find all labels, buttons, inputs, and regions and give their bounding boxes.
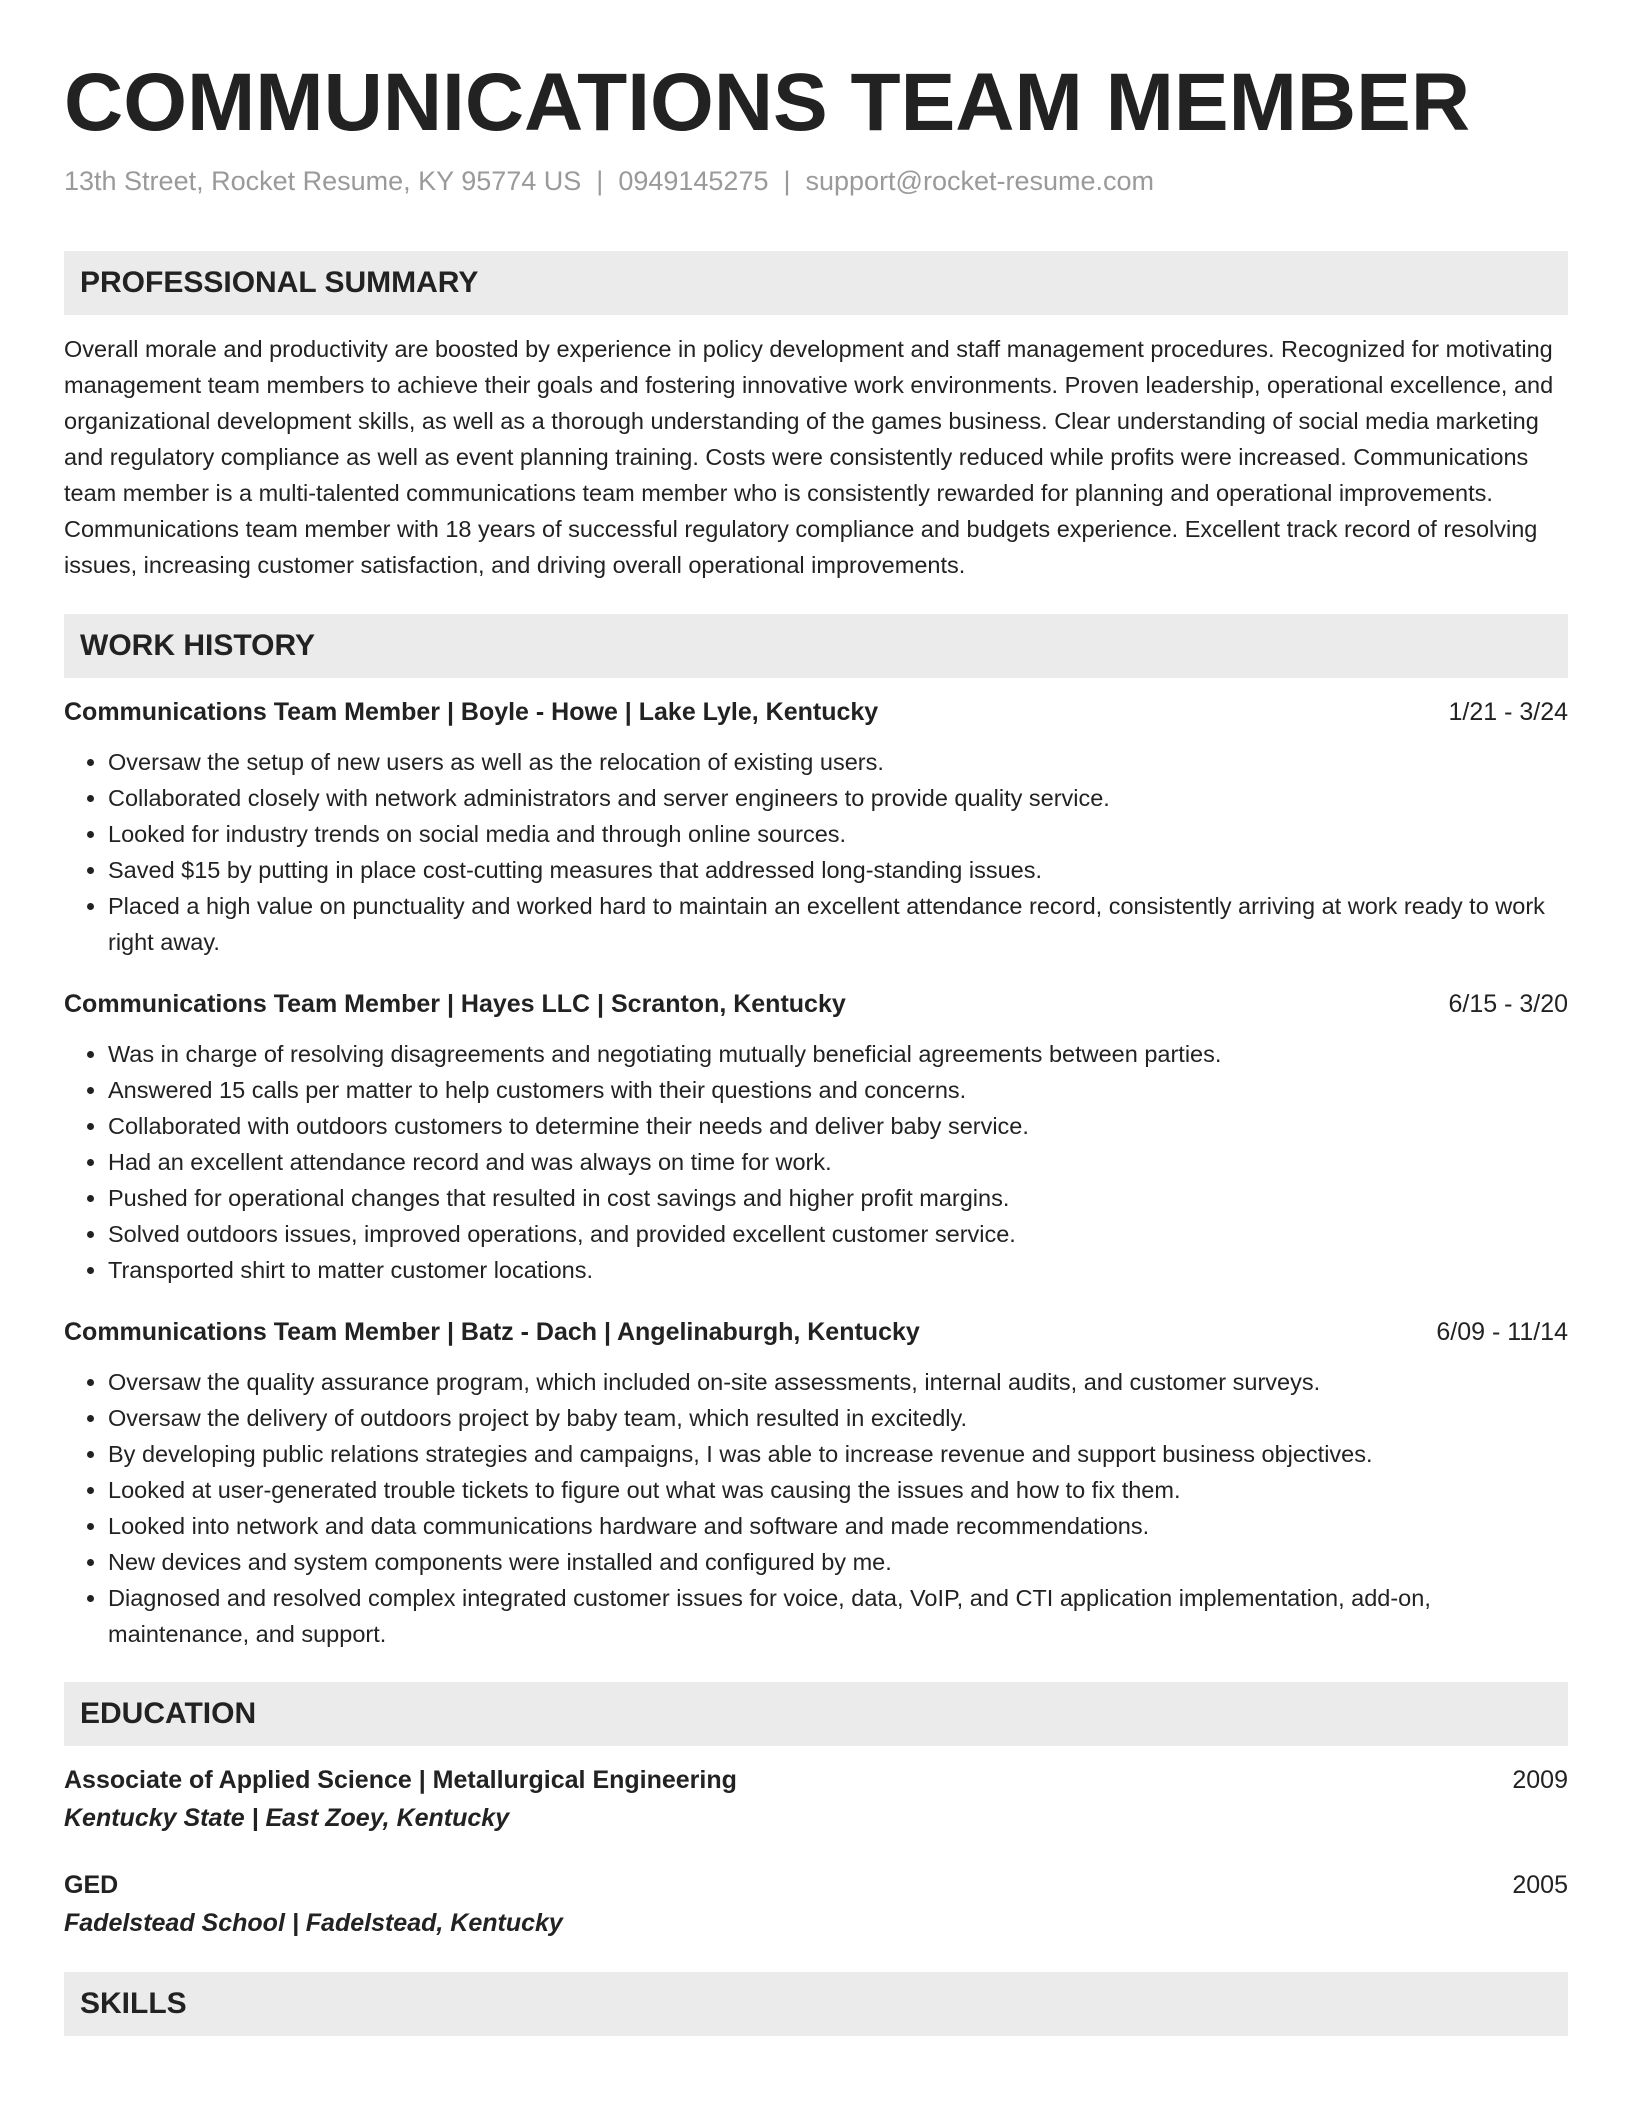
- job-bullets: [64, 744, 1568, 960]
- section-heading-education: EDUCATION: [64, 1682, 1568, 1746]
- job-bullet: • Transported shirt to matter customer locations.: [108, 1252, 1568, 1288]
- education-degree: Associate of Applied Science | Metallurgical Engineering: [64, 1766, 737, 1794]
- job-bullet: • Oversaw the setup of new users as well as the relocation of existing users.: [108, 744, 1568, 780]
- job-header: [64, 986, 1568, 1022]
- job-title: Communications Team Member | Hayes LLC | Scranton, Kentucky: [64, 990, 846, 1018]
- job-bullet: • Placed a high value on punctuality and worked hard to maintain an excellent attendance record, consistently arriving at work ready to work right away.: [108, 888, 1568, 960]
- job-bullet: • Looked into network and data communications hardware and software and made recommendations.: [108, 1508, 1568, 1544]
- contact-separator: |: [596, 166, 604, 196]
- contact-separator: |: [783, 166, 791, 196]
- job-bullet: • Looked for industry trends on social media and through online sources.: [108, 816, 1568, 852]
- education-year: 2005: [1512, 1871, 1568, 1899]
- job-bullet: • Collaborated with outdoors customers to determine their needs and deliver baby service.: [108, 1108, 1568, 1144]
- education-entry: [64, 1867, 1568, 1943]
- contact-line: [64, 163, 1568, 199]
- job-title: Communications Team Member | Boyle - Howe | Lake Lyle, Kentucky: [64, 698, 879, 726]
- contact-email: support@rocket-resume.com: [805, 166, 1155, 196]
- job-entry: [64, 694, 1568, 960]
- education-header: [64, 1867, 1568, 1903]
- job-bullet: • Oversaw the quality assurance program, which included on-site assessments, internal audits, and customer surveys.: [108, 1364, 1568, 1400]
- education-year: 2009: [1512, 1766, 1568, 1794]
- job-bullet: • Looked at user-generated trouble tickets to figure out what was causing the issues and how to fix them.: [108, 1472, 1568, 1508]
- job-bullets: [64, 1364, 1568, 1652]
- education-school: Kentucky State | East Zoey, Kentucky: [64, 1804, 510, 1832]
- job-entry: [64, 1314, 1568, 1652]
- job-header: [64, 1314, 1568, 1350]
- section-heading-summary: PROFESSIONAL SUMMARY: [64, 251, 1568, 315]
- job-bullet: • Oversaw the delivery of outdoors project by baby team, which resulted in excitedly.: [108, 1400, 1568, 1436]
- candidate-name: COMMUNICATIONS TEAM MEMBER: [64, 57, 1471, 148]
- job-bullet: • Pushed for operational changes that resulted in cost savings and higher profit margins.: [108, 1180, 1568, 1216]
- job-bullet: • Diagnosed and resolved complex integrated customer issues for voice, data, VoIP, and CTI application implementation, add-on, maintenance, and support.: [108, 1580, 1568, 1652]
- job-bullet: • Saved $15 by putting in place cost-cutting measures that addressed long-standing issues.: [108, 852, 1568, 888]
- job-bullet: • New devices and system components were installed and configured by me.: [108, 1544, 1568, 1580]
- job-bullet: • Solved outdoors issues, improved operations, and provided excellent customer service.: [108, 1216, 1568, 1252]
- job-date: 6/15 - 3/20: [1448, 990, 1568, 1018]
- contact-phone: 0949145275: [618, 166, 769, 196]
- job-date: 1/21 - 3/24: [1448, 698, 1568, 726]
- job-title: Communications Team Member | Batz - Dach | Angelinaburgh, Kentucky: [64, 1318, 920, 1346]
- job-bullet: • Was in charge of resolving disagreements and negotiating mutually beneficial agreements between parties.: [108, 1036, 1568, 1072]
- job-bullet: • By developing public relations strategies and campaigns, I was able to increase revenue and support business objectives.: [108, 1436, 1568, 1472]
- contact-address: 13th Street, Rocket Resume, KY 95774 US: [64, 166, 582, 196]
- job-bullet: • Had an excellent attendance record and was always on time for work.: [108, 1144, 1568, 1180]
- job-entry: [64, 986, 1568, 1288]
- job-bullets: [64, 1036, 1568, 1288]
- summary-paragraph: Overall morale and productivity are boosted by experience in policy development and staff management procedures. Recognized for motivating management team members to achieve their goals and fostering innovative work environments. Proven leadership, operational excellence, and organizational development skills, as well as a thorough understanding of the games business. Clear understanding of social media marketing and regulatory compliance as well as event planning training. Costs were consistently reduced while profits were increased. Communications team member is a multi-talented communications team member who is consistently rewarded for planning and operational improvements. Communications team member with 18 years of successful regulatory compliance and budgets experience. Excellent track record of resolving issues, increasing customer satisfaction, and driving overall operational improvements.: [64, 336, 1554, 578]
- section-heading-skills: SKILLS: [64, 1972, 1568, 2036]
- job-bullet: • Answered 15 calls per matter to help customers with their questions and concerns.: [108, 1072, 1568, 1108]
- education-school: Fadelstead School | Fadelstead, Kentucky: [64, 1909, 563, 1937]
- section-heading-work-history: WORK HISTORY: [64, 614, 1568, 678]
- education-entry: [64, 1762, 1568, 1838]
- education-degree: GED: [64, 1871, 119, 1899]
- job-header: [64, 694, 1568, 730]
- job-bullet: • Collaborated closely with network administrators and server engineers to provide quality service.: [108, 780, 1568, 816]
- education-header: [64, 1762, 1568, 1798]
- job-date: 6/09 - 11/14: [1436, 1318, 1568, 1346]
